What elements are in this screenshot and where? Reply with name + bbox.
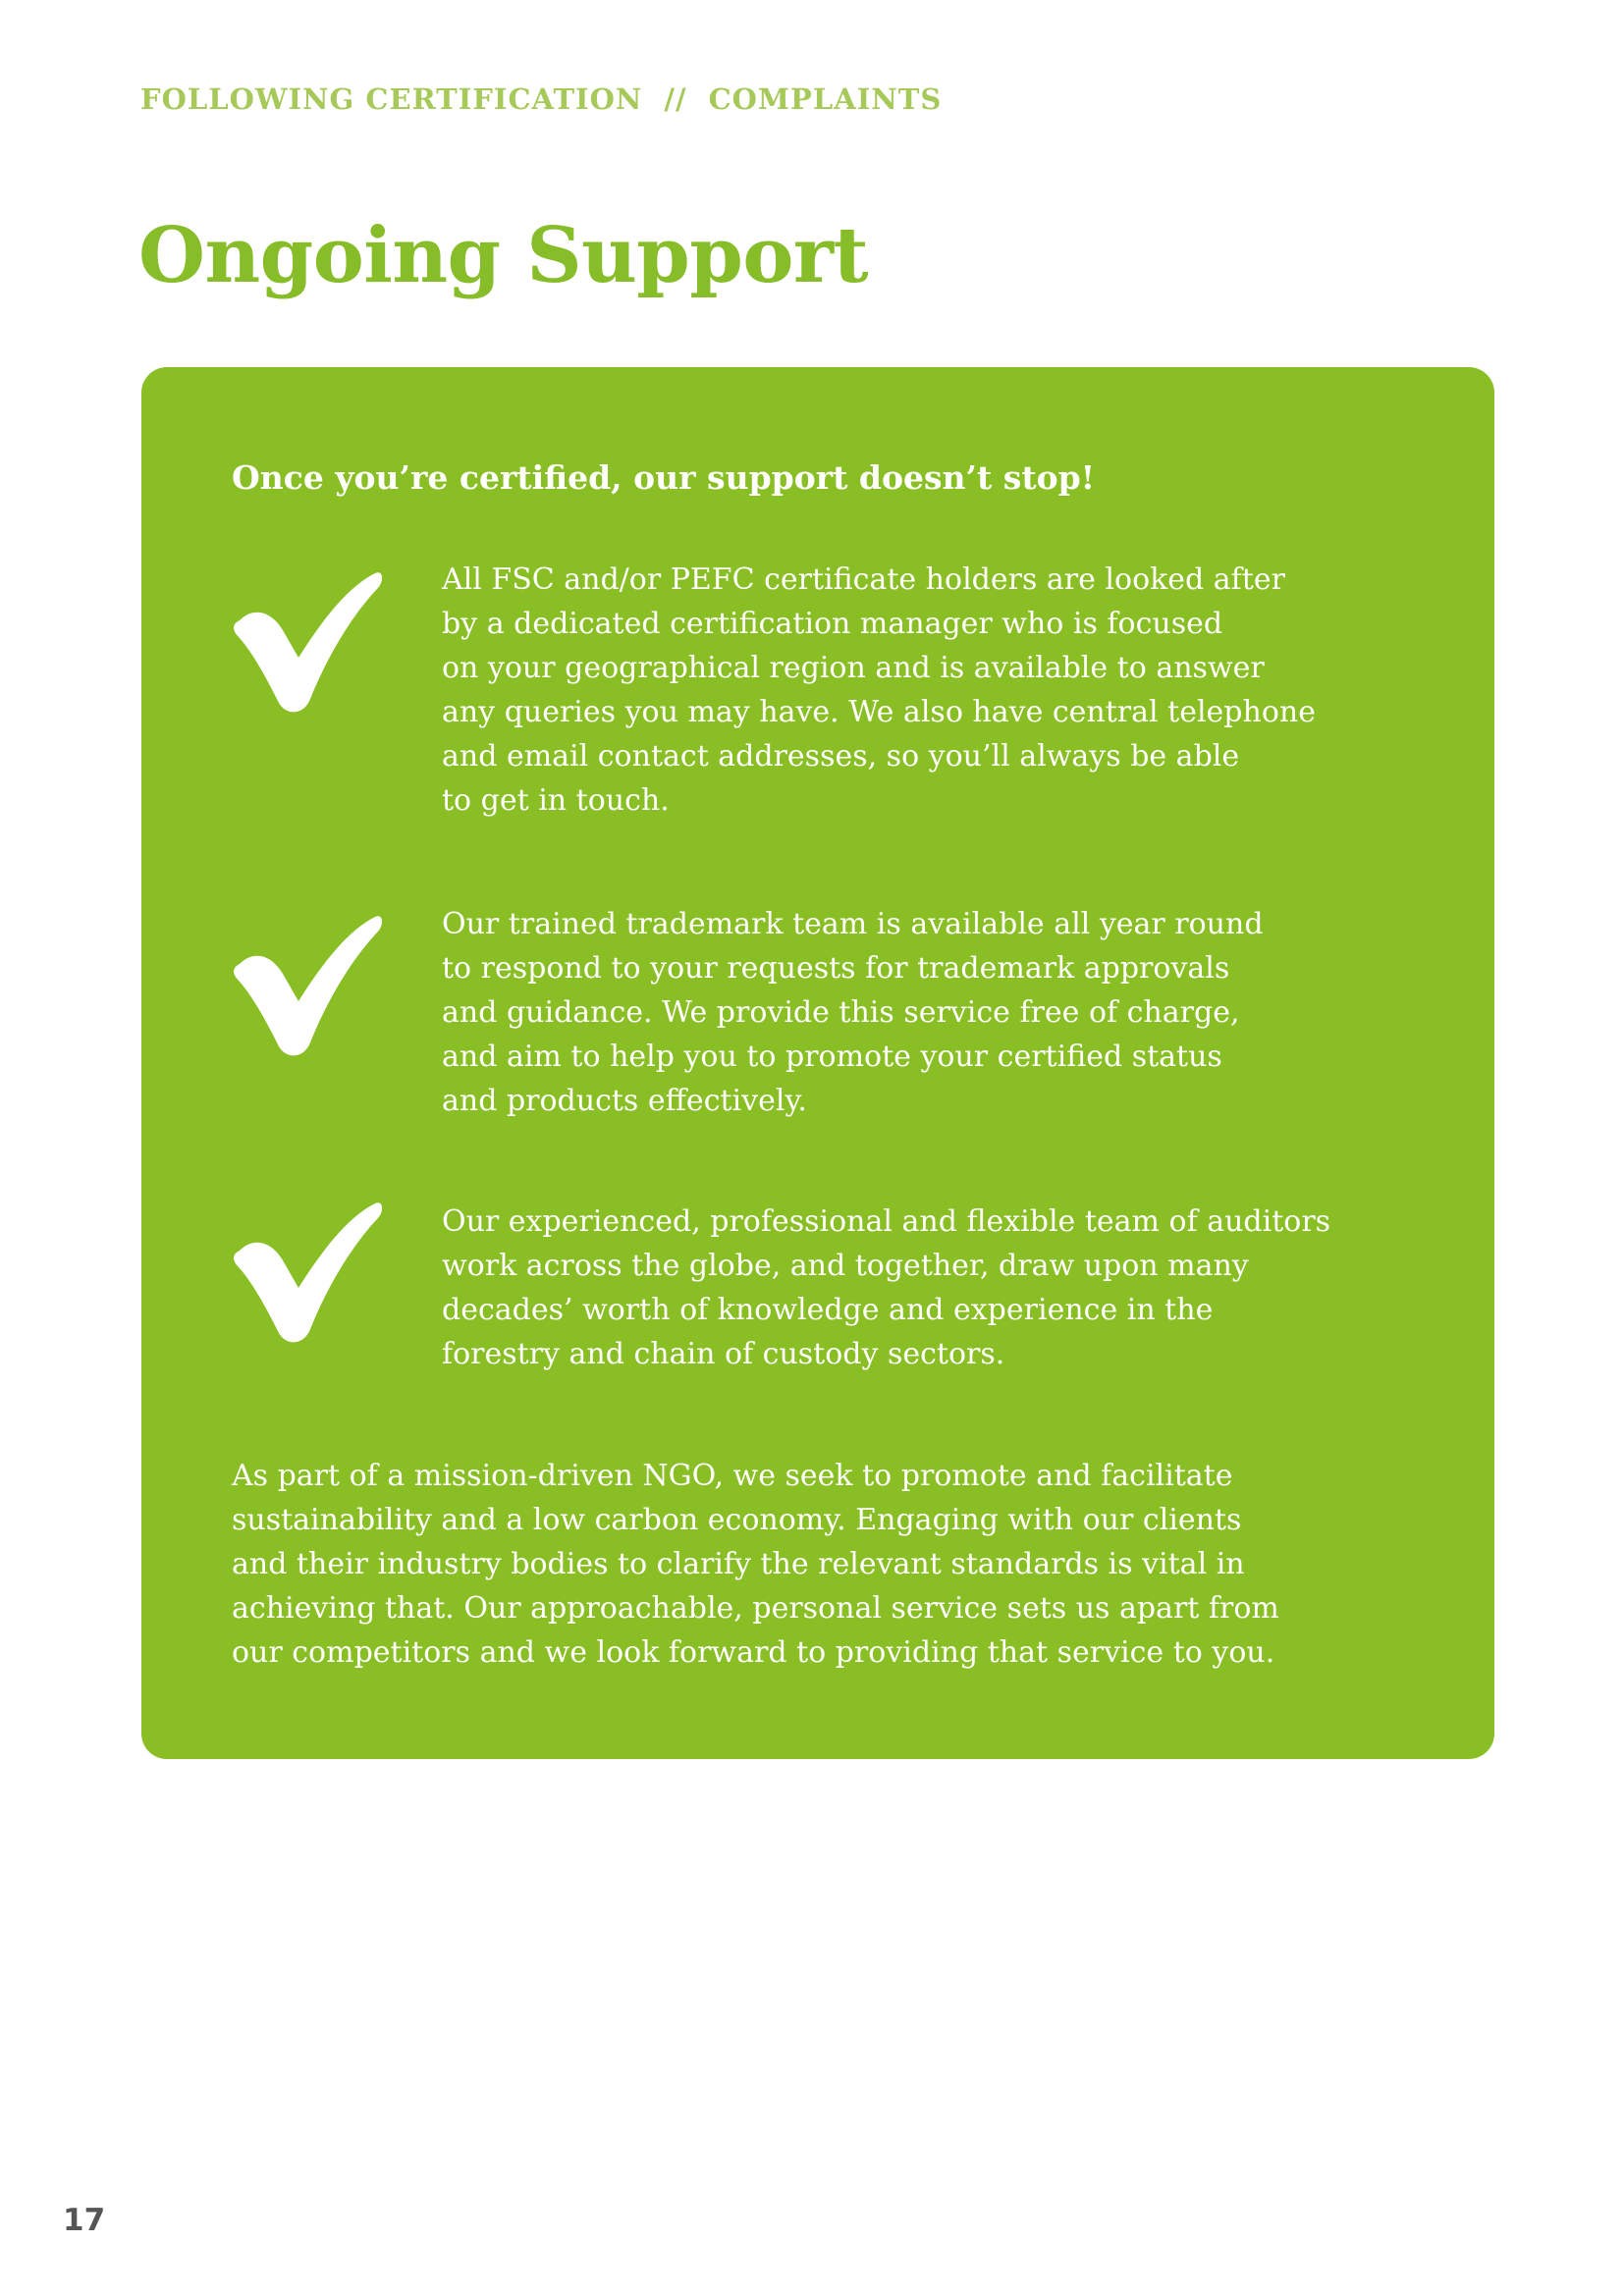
support-panel: [141, 367, 1494, 1759]
checkmark-icon: [228, 569, 385, 717]
feature-text-trademark-team: Our trained trademark team is available all year round to respond to your requests for trademark approvals and guidance. We provide this service free of charge, and aim to help you to promote your certified status and products effectively.: [442, 907, 1264, 1118]
feature-text-certification-manager: All FSC and/or PEFC certificate holders are looked after by a dedicated certification manager who is focused on your geographical region and is available to answer any queries you may have. We also have central telephone and email contact addresses, so you’ll always be able to get in touch.: [442, 562, 1316, 818]
checkmark-icon: [228, 1200, 385, 1347]
closing-paragraph: As part of a mission-driven NGO, we seek to promote and facilitate sustainability and a low carbon economy. Engaging with our clients and their industry bodies to clarify the relevant standards is vital in achieving that. Our approachable, personal service sets us apart from our competitors and we look forward to providing that service to you.: [232, 1459, 1279, 1670]
breadcrumb-current: COMPLAINTS: [708, 82, 943, 116]
breadcrumb-section: FOLLOWING CERTIFICATION: [140, 82, 643, 116]
page-number: 17: [63, 2203, 106, 2238]
feature-text-auditors: Our experienced, professional and flexible team of auditors work across the globe, and together, draw upon many decades’ worth of knowledge and experience in the forestry and chain of custody sectors.: [442, 1204, 1331, 1371]
checkmark-icon: [228, 913, 385, 1060]
breadcrumb: [140, 82, 942, 116]
panel-intro: Once you’re certified, our support doesn’t stop!: [232, 458, 1096, 497]
page-title: Ongoing Support: [138, 211, 869, 300]
breadcrumb-separator: //: [664, 82, 687, 116]
